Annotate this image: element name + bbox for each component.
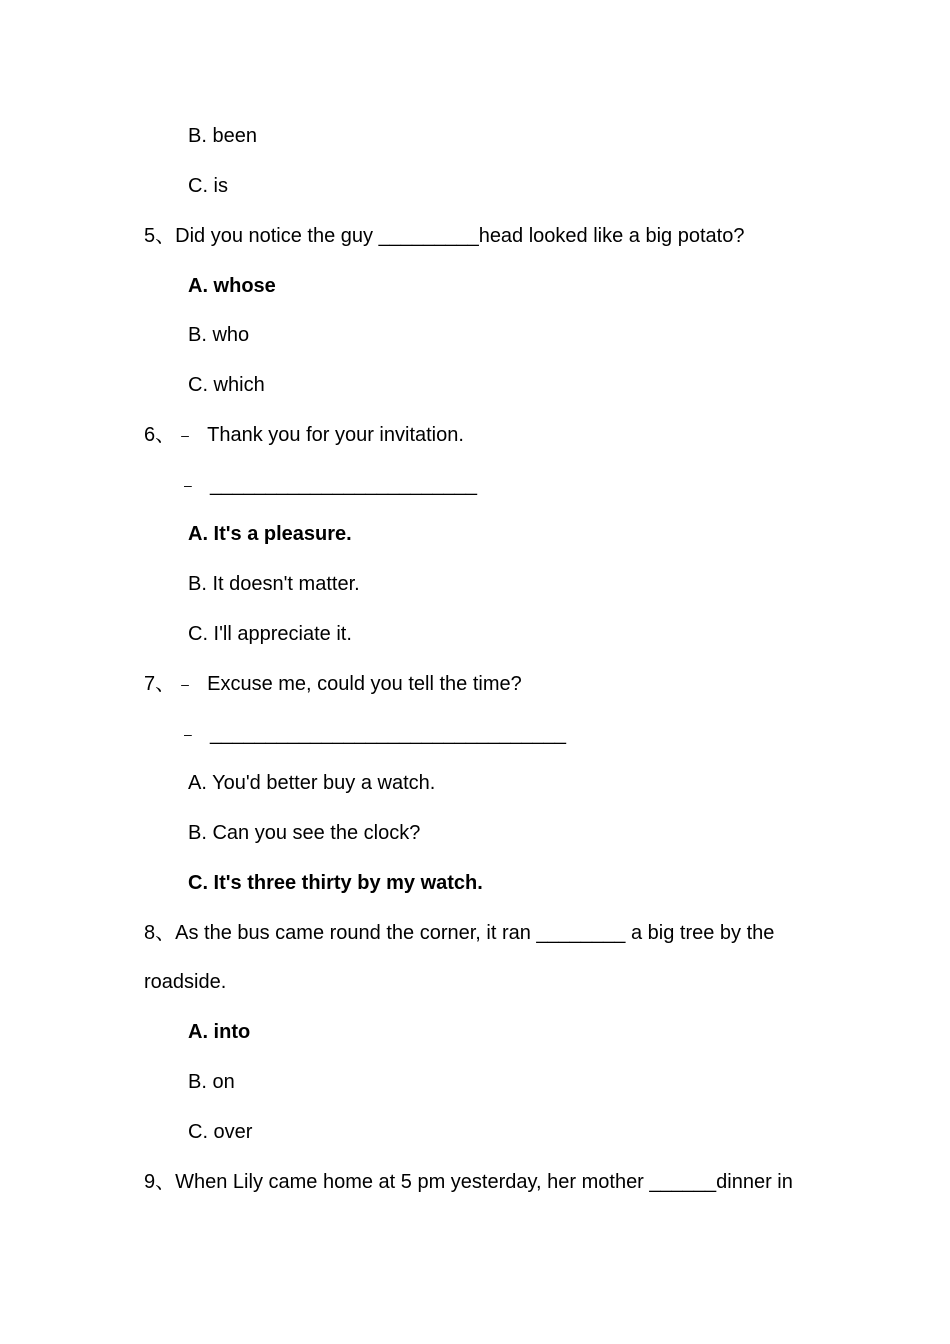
question-number: 8、 xyxy=(144,922,176,944)
dialogue-line: Excuse me, could you tell the time? xyxy=(207,673,522,695)
answer-blank: ________________________________ xyxy=(210,723,566,745)
question-9 xyxy=(144,1169,793,1195)
dialogue-dash: – xyxy=(181,427,189,443)
question-stem: As the bus came round the corner, it ran ________ a big tree by the xyxy=(175,922,775,944)
question-5 xyxy=(144,223,744,249)
question-8-continuation: roadside. xyxy=(144,971,227,993)
q7-option-b: B. Can you see the clock? xyxy=(188,822,421,844)
question-6 xyxy=(144,422,464,448)
q8-option-c: C. over xyxy=(188,1121,253,1143)
dialogue-dash: – xyxy=(184,477,192,493)
q6-option-a: A. It's a pleasure. xyxy=(188,523,352,545)
question-stem: Did you notice the guy _________head looked like a big potato? xyxy=(175,225,745,247)
question-number: 5、 xyxy=(144,225,176,247)
q7-answer-blank-row xyxy=(184,721,566,747)
dialogue-line: Thank you for your invitation. xyxy=(207,424,464,446)
answer-blank: ________________________ xyxy=(210,474,477,496)
q5-option-b: B. who xyxy=(188,324,250,346)
q6-option-b: B. It doesn't matter. xyxy=(188,573,360,595)
question-8 xyxy=(144,920,774,946)
q8-option-b: B. on xyxy=(188,1071,235,1093)
option-c-is: C. is xyxy=(188,175,228,197)
q6-answer-blank-row xyxy=(184,472,477,498)
q7-option-c: C. It's three thirty by my watch. xyxy=(188,872,483,894)
question-stem: When Lily came home at 5 pm yesterday, her mother ______dinner in xyxy=(175,1171,793,1193)
q5-option-a: A. whose xyxy=(188,275,276,297)
option-b-been: B. been xyxy=(188,125,257,147)
dialogue-dash: – xyxy=(184,726,192,742)
q5-option-c: C. which xyxy=(188,374,265,396)
question-7 xyxy=(144,671,522,697)
question-number: 7、 xyxy=(144,673,176,695)
q8-option-a: A. into xyxy=(188,1021,251,1043)
question-number: 9、 xyxy=(144,1171,176,1193)
q6-option-c: C. I'll appreciate it. xyxy=(188,623,352,645)
question-number: 6、 xyxy=(144,424,176,446)
dialogue-dash: – xyxy=(181,676,189,692)
q7-option-a: A. You'd better buy a watch. xyxy=(188,772,436,794)
